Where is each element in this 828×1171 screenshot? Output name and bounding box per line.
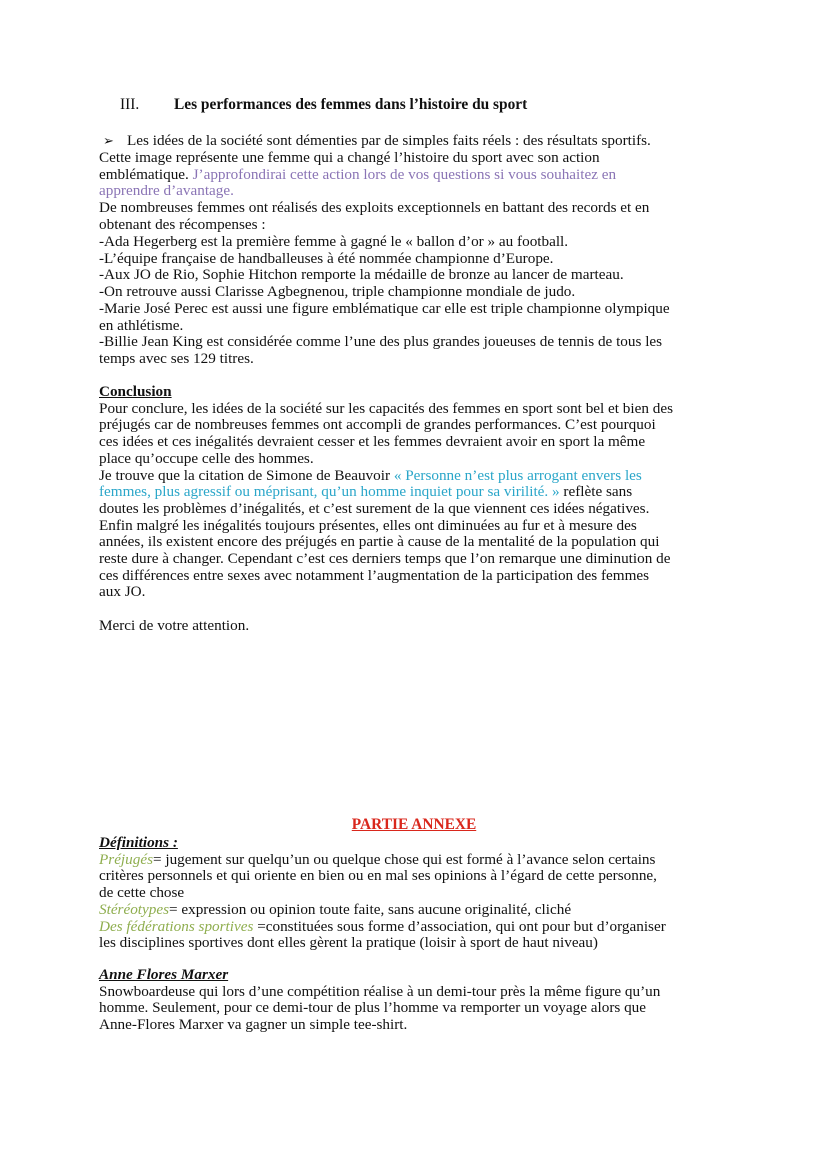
intro-paragraph	[99, 150, 739, 234]
conclusion-section	[99, 384, 739, 601]
person-section	[99, 967, 739, 1034]
record-line: -On retrouve aussi Clarisse Agbegnenou, triple championne mondiale de judo.	[99, 283, 576, 301]
record-line: temps avec ses 129 titres.	[99, 349, 254, 367]
conclusion-line: préjugés car de nombreuses femmes ont accompli de grandes performances. C’est pourquoi	[99, 416, 656, 434]
conclusion-line: Pour conclure, les idées de la société sur les capacités des femmes en sport sont bel et bien des	[99, 399, 673, 417]
definition-line: les disciplines sportives dont elles gèrent la pratique (loisir à sport de haut niveau)	[99, 934, 598, 952]
definition-line	[99, 919, 739, 936]
thanks-line	[99, 618, 739, 635]
conclusion-line: ces idées et ces inégalités devraient cesser et les femmes devraient avoir en sport la même	[99, 433, 646, 451]
intro-line: obtenant des récompenses :	[99, 215, 266, 233]
purple-note: apprendre d’avantage.	[99, 182, 234, 200]
quote-line	[99, 468, 739, 485]
definition-line	[99, 852, 739, 869]
section-title: Les performances des femmes dans l’histoire du sport	[174, 96, 528, 113]
definition-text: = expression ou opinion toute faite, sans aucune originalité, cliché	[169, 900, 572, 918]
definition-term: Des fédérations sportives	[99, 917, 254, 935]
conclusion-heading: Conclusion	[99, 383, 172, 400]
beauvoir-quote: « Personne n’est plus arrogant envers les	[393, 466, 642, 484]
record-line: en athlétisme.	[99, 316, 184, 334]
conclusion-line: ces différences entre sexes avec notamment l’augmentation de la participation des femmes	[99, 566, 650, 584]
definition-line	[99, 902, 739, 919]
definition-text: = jugement sur quelqu’un ou quelque chose qui est formé à l’avance selon certains	[153, 850, 656, 868]
person-heading: Anne Flores Marxer	[99, 966, 229, 983]
definition-term: Stéréotypes	[99, 900, 170, 918]
conclusion-line: aux JO.	[99, 583, 146, 601]
record-line: -Billie Jean King est considérée comme l’une des plus grandes joueuses de tennis de tous les	[99, 333, 663, 351]
beauvoir-quote: femmes, plus agressif ou méprisant, qu’un homme inquiet pour sa virilité. »	[99, 483, 560, 501]
records-list	[99, 234, 739, 368]
purple-note: J’approfondirai cette action lors de vos questions si vous souhaitez en	[192, 165, 617, 183]
section-heading	[120, 97, 527, 114]
section-numeral: III.	[120, 96, 140, 113]
definition-line: de cette chose	[99, 884, 185, 902]
thanks-text: Merci de votre attention.	[99, 617, 250, 634]
conclusion-line: Enfin malgré les inégalités toujours présentes, elles ont diminuées au fur et à mesure des	[99, 516, 637, 534]
intro-line: Cette image représente une femme qui a changé l’histoire du sport avec son action	[99, 149, 600, 166]
definition-line: critères personnels et qui oriente en bien ou en mal ses opinions à l’égard de cette personne,	[99, 867, 657, 885]
quote-intro: Je trouve que la citation de Simone de Beauvoir	[99, 466, 394, 484]
record-line: -Marie José Perec est aussi une figure emblématique car elle est triple championne olympique	[99, 299, 670, 317]
definition-text: =constituées sous forme d’association, qui ont pour but d’organiser	[253, 917, 666, 935]
conclusion-line: place qu’occupe celle des hommes.	[99, 449, 314, 467]
definitions-section	[99, 835, 739, 952]
conclusion-line: doutes les problèmes d’inégalités, et c’est surement de la que viennent ces idées négatives.	[99, 499, 650, 517]
annexe-title: PARTIE ANNEXE	[351, 816, 477, 833]
definitions-heading: Définitions :	[99, 834, 178, 851]
definition-term: Préjugés	[99, 850, 153, 868]
person-line: homme. Seulement, pour ce demi-tour de plus l’homme va remporter un voyage alors que	[99, 999, 647, 1017]
bullet-item	[99, 133, 739, 150]
conclusion-line: années, ils existent encore des préjugés en partie à cause de la mentalité de la population qui	[99, 533, 660, 551]
quote-line	[99, 484, 739, 501]
intro-line	[99, 167, 739, 184]
intro-line: De nombreuses femmes ont réalisés des exploits exceptionnels en battant des records et en	[99, 199, 650, 217]
quote-after: reflète sans	[559, 483, 633, 501]
record-line: -Ada Hegerberg est la première femme à gagné le « ballon d’or » au football.	[99, 233, 569, 250]
person-line: Snowboardeuse qui lors d’une compétition réalise à un demi-tour près la même figure qu’un	[99, 982, 661, 1000]
conclusion-line: reste dure à changer. Cependant c’est ces derniers temps que l’on remarque une diminution de	[99, 550, 671, 568]
person-line: Anne-Flores Marxer va gagner un simple tee-shirt.	[99, 1016, 408, 1034]
arrow-bullet-icon: ➢	[103, 133, 114, 148]
intro-text: emblématique.	[99, 165, 193, 183]
record-line: -L’équipe française de handballeuses à été nommée championne d’Europe.	[99, 249, 554, 267]
record-line: -Aux JO de Rio, Sophie Hitchon remporte la médaille de bronze au lancer de marteau.	[99, 266, 624, 284]
bullet-text: Les idées de la société sont démenties par de simples faits réels : des résultats sportifs.	[127, 132, 651, 149]
